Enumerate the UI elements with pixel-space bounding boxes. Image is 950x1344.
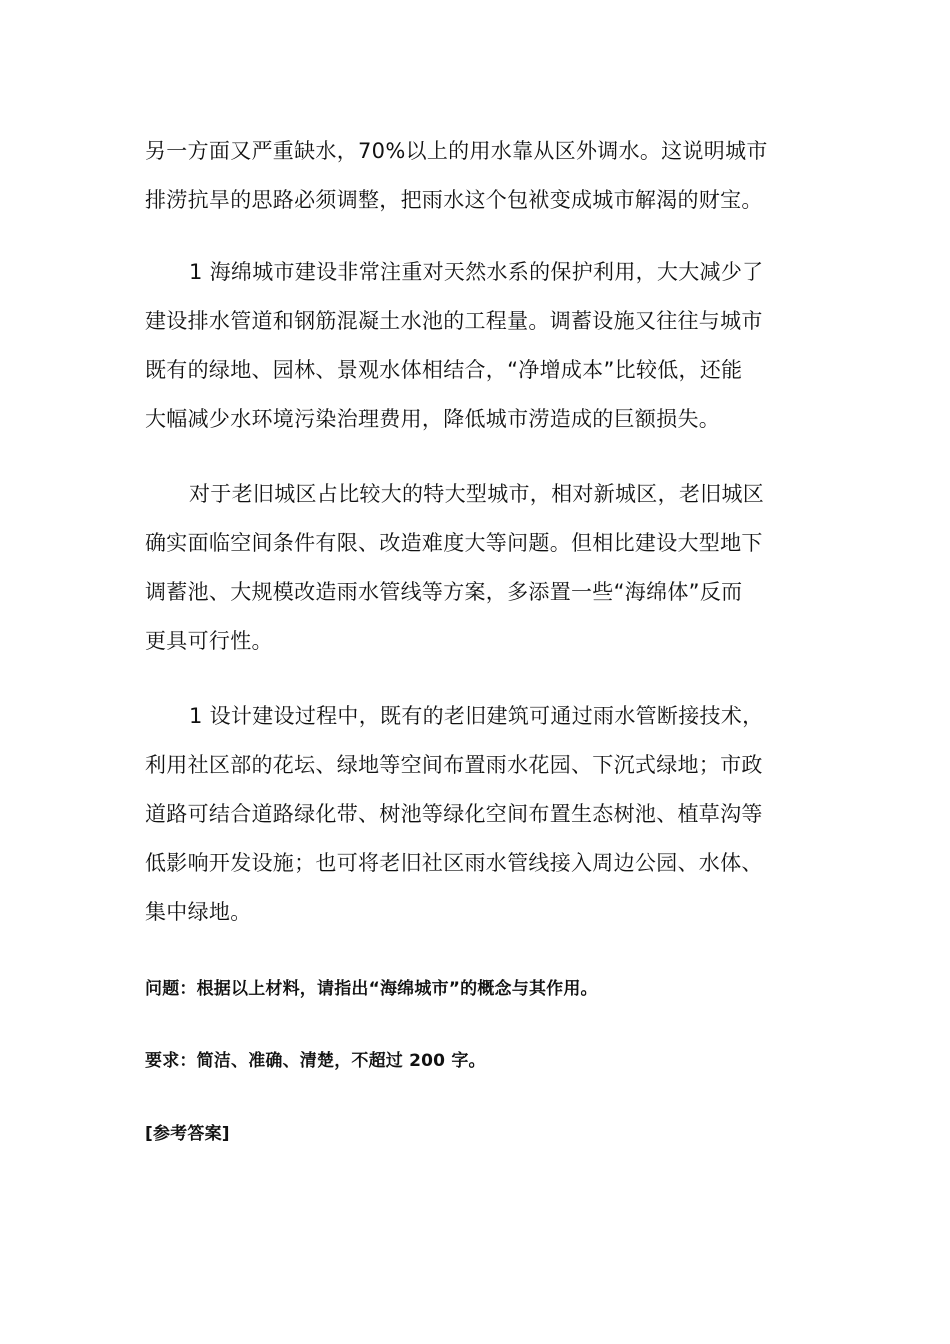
text-line: 大幅减少水环境污染治理费用，降低城市涝造成的巨额损失。 xyxy=(145,407,721,431)
requirement-text: 要求：简洁、准确、清楚，不超过 200 字。 xyxy=(145,1051,486,1071)
text-line: 排涝抗旱的思路必须调整，把雨水这个包袱变成城市解渴的财宝。 xyxy=(145,188,763,212)
paragraph-3 xyxy=(145,470,810,666)
text-line: 1 海绵城市建设非常注重对天然水系的保护利用，大大减少了 xyxy=(189,260,764,284)
text-line: 确实面临空间条件有限、改造难度大等问题。但相比建设大型地下 xyxy=(145,531,763,555)
text-line: 既有的绿地、园林、景观水体相结合，“净增成本”比较低，还能 xyxy=(145,358,743,382)
text-line: 另一方面又严重缺水，70%以上的用水靠从区外调水。这说明城市 xyxy=(145,139,768,163)
text-line: 利用社区部的花坛、绿地等空间布置雨水花园、下沉式绿地；市政 xyxy=(145,753,763,777)
text-line: 对于老旧城区占比较大的特大型城市，相对新城区，老旧城区 xyxy=(189,482,765,506)
paragraph-2 xyxy=(145,248,810,444)
text-line: 低影响开发设施；也可将老旧社区雨水管线接入周边公园、水体、 xyxy=(145,851,763,875)
text-line: 更具可行性。 xyxy=(145,629,273,653)
paragraph-4 xyxy=(145,692,810,937)
text-line: 调蓄池、大规模改造雨水管线等方案，多添置一些“海绵体”反而 xyxy=(145,580,743,604)
answer-heading: [参考答案] xyxy=(145,1124,230,1144)
paragraph-1 xyxy=(145,127,810,225)
text-line: 道路可结合道路绿化带、树池等绿化空间布置生态树池、植草沟等 xyxy=(145,802,763,826)
question-text: 问题：根据以上材料，请指出“海绵城市”的概念与其作用。 xyxy=(145,979,598,999)
text-line: 建设排水管道和钢筋混凝土水池的工程量。调蓄设施又往往与城市 xyxy=(145,309,763,333)
text-line: 1 设计建设过程中，既有的老旧建筑可通过雨水管断接技术， xyxy=(189,704,764,728)
text-line: 集中绿地。 xyxy=(145,900,252,924)
